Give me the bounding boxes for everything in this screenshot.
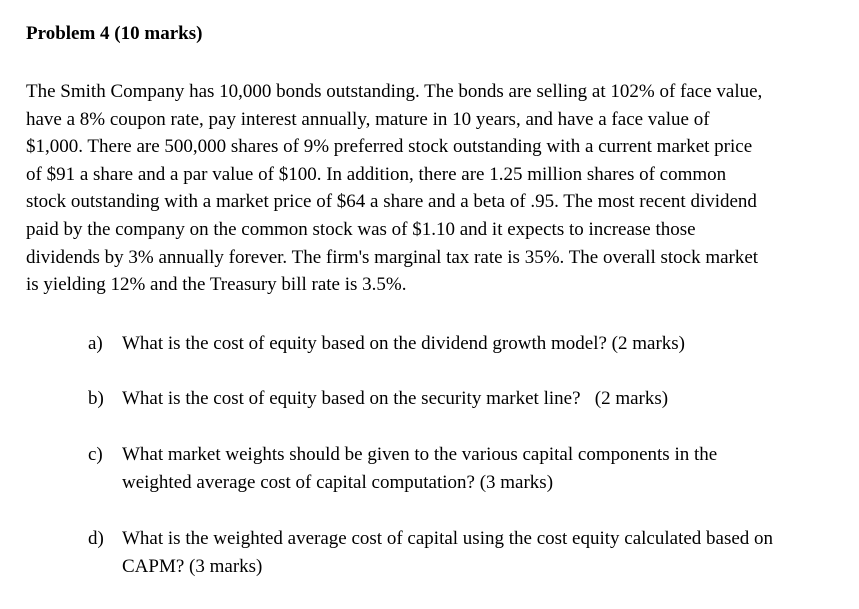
statement-line: of $91 a share and a par value of $100. In addition, there are 1.25 million shares of common <box>26 163 727 185</box>
question-label: b) <box>88 388 104 409</box>
question-label: c) <box>88 444 103 465</box>
question-label: d) <box>88 528 104 549</box>
question-line: What is the cost of equity based on the security market line? (2 marks) <box>122 388 669 409</box>
question-text <box>122 525 857 581</box>
question-text <box>122 385 857 413</box>
question-line: What is the cost of equity based on the dividend growth model? (2 marks) <box>122 333 686 354</box>
question-line: weighted average cost of capital computation? (3 marks) <box>122 472 554 493</box>
statement-line: $1,000. There are 500,000 shares of 9% preferred stock outstanding with a current market price <box>26 136 753 158</box>
question-label: a) <box>88 333 103 354</box>
statement-line: dividends by 3% annually forever. The firm's marginal tax rate is 35%. The overall stock market <box>26 246 759 268</box>
question-text <box>122 330 857 358</box>
question-line: CAPM? (3 marks) <box>122 556 263 577</box>
statement-line: stock outstanding with a market price of $64 a share and a beta of .95. The most recent dividend <box>26 191 757 213</box>
question-line: What is the weighted average cost of capital using the cost equity calculated based on <box>122 528 774 549</box>
statement-line: paid by the company on the common stock was of $1.10 and it expects to increase those <box>26 218 696 240</box>
statement-line: is yielding 12% and the Treasury bill rate is 3.5%. <box>26 274 407 296</box>
problem-statement <box>26 78 856 299</box>
problem-title: Problem 4 (10 marks) <box>26 23 203 44</box>
question-text <box>122 441 857 497</box>
statement-line: The Smith Company has 10,000 bonds outstanding. The bonds are selling at 102% of face value, <box>26 81 763 102</box>
statement-line: have a 8% coupon rate, pay interest annually, mature in 10 years, and have a face value of <box>26 108 710 130</box>
question-line: What market weights should be given to the various capital components in the <box>122 444 718 465</box>
